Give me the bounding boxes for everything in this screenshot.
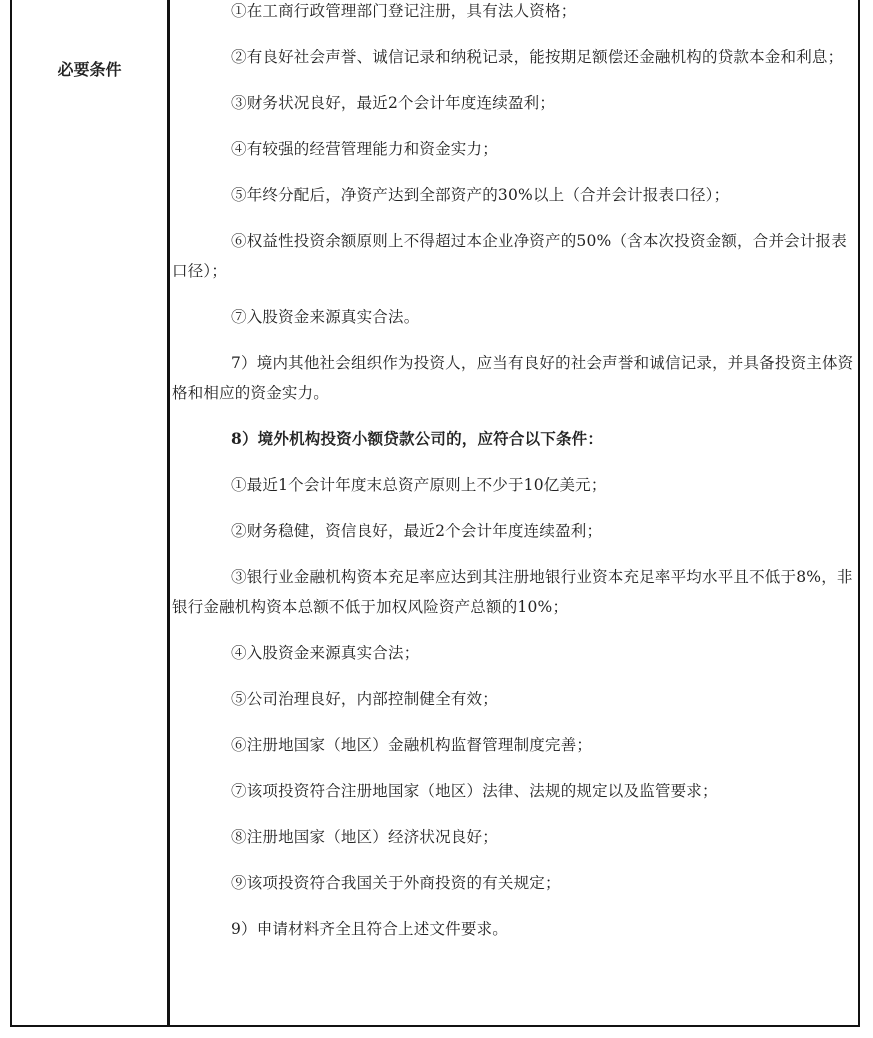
requirement-paragraph: ①最近1个会计年度末总资产原则上不少于10亿美元； — [231, 476, 607, 494]
requirement-paragraph: ③财务状况良好，最近2个会计年度连续盈利； — [231, 94, 556, 112]
row-label: 必要条件 — [57, 60, 122, 79]
requirements-content — [172, 0, 858, 960]
requirement-paragraph: ②财务稳健，资信良好，最近2个会计年度连续盈利； — [231, 522, 603, 540]
requirements-table — [10, 0, 860, 1027]
section-heading: 8）境外机构投资小额贷款公司的，应符合以下条件： — [231, 429, 604, 448]
requirement-paragraph: 7）境内其他社会组织作为投资人，应当有良好的社会声誉和诚信记录，并具备投资主体资格和相应的资金实力。 — [172, 354, 854, 402]
requirement-paragraph: ⑧注册地国家（地区）经济状况良好； — [231, 828, 498, 846]
requirement-paragraph: ⑥注册地国家（地区）金融机构监督管理制度完善； — [231, 736, 593, 754]
requirement-paragraph: ③银行业金融机构资本充足率应达到其注册地银行业资本充足率平均水平且不低于8%，非银行金融机构资本总额不低于加权风险资产总额的10%； — [172, 568, 853, 616]
requirement-paragraph: ①在工商行政管理部门登记注册，具有法人资格； — [231, 2, 577, 20]
requirement-paragraph: ⑦入股资金来源真实合法。 — [231, 308, 420, 326]
column-divider — [167, 0, 170, 1025]
requirement-paragraph: ⑤年终分配后，净资产达到全部资产的30%以上（合并会计报表口径）； — [231, 186, 730, 204]
requirement-paragraph: ⑤公司治理良好，内部控制健全有效； — [231, 690, 498, 708]
requirement-paragraph: ②有良好社会声誉、诚信记录和纳税记录，能按期足额偿还金融机构的贷款本金和利息； — [231, 48, 844, 66]
requirement-paragraph: ⑥权益性投资余额原则上不得超过本企业净资产的50%（含本次投资金额，合并会计报表口径）； — [172, 232, 847, 280]
requirement-paragraph: ⑨该项投资符合我国关于外商投资的有关规定； — [231, 874, 561, 892]
requirement-paragraph: ⑦该项投资符合注册地国家（地区）法律、法规的规定以及监管要求； — [231, 782, 718, 800]
requirement-paragraph: ④有较强的经营管理能力和资金实力； — [231, 140, 498, 158]
requirement-paragraph: 9）申请材料齐全且符合上述文件要求。 — [231, 920, 508, 938]
requirement-paragraph: ④入股资金来源真实合法； — [231, 644, 420, 662]
